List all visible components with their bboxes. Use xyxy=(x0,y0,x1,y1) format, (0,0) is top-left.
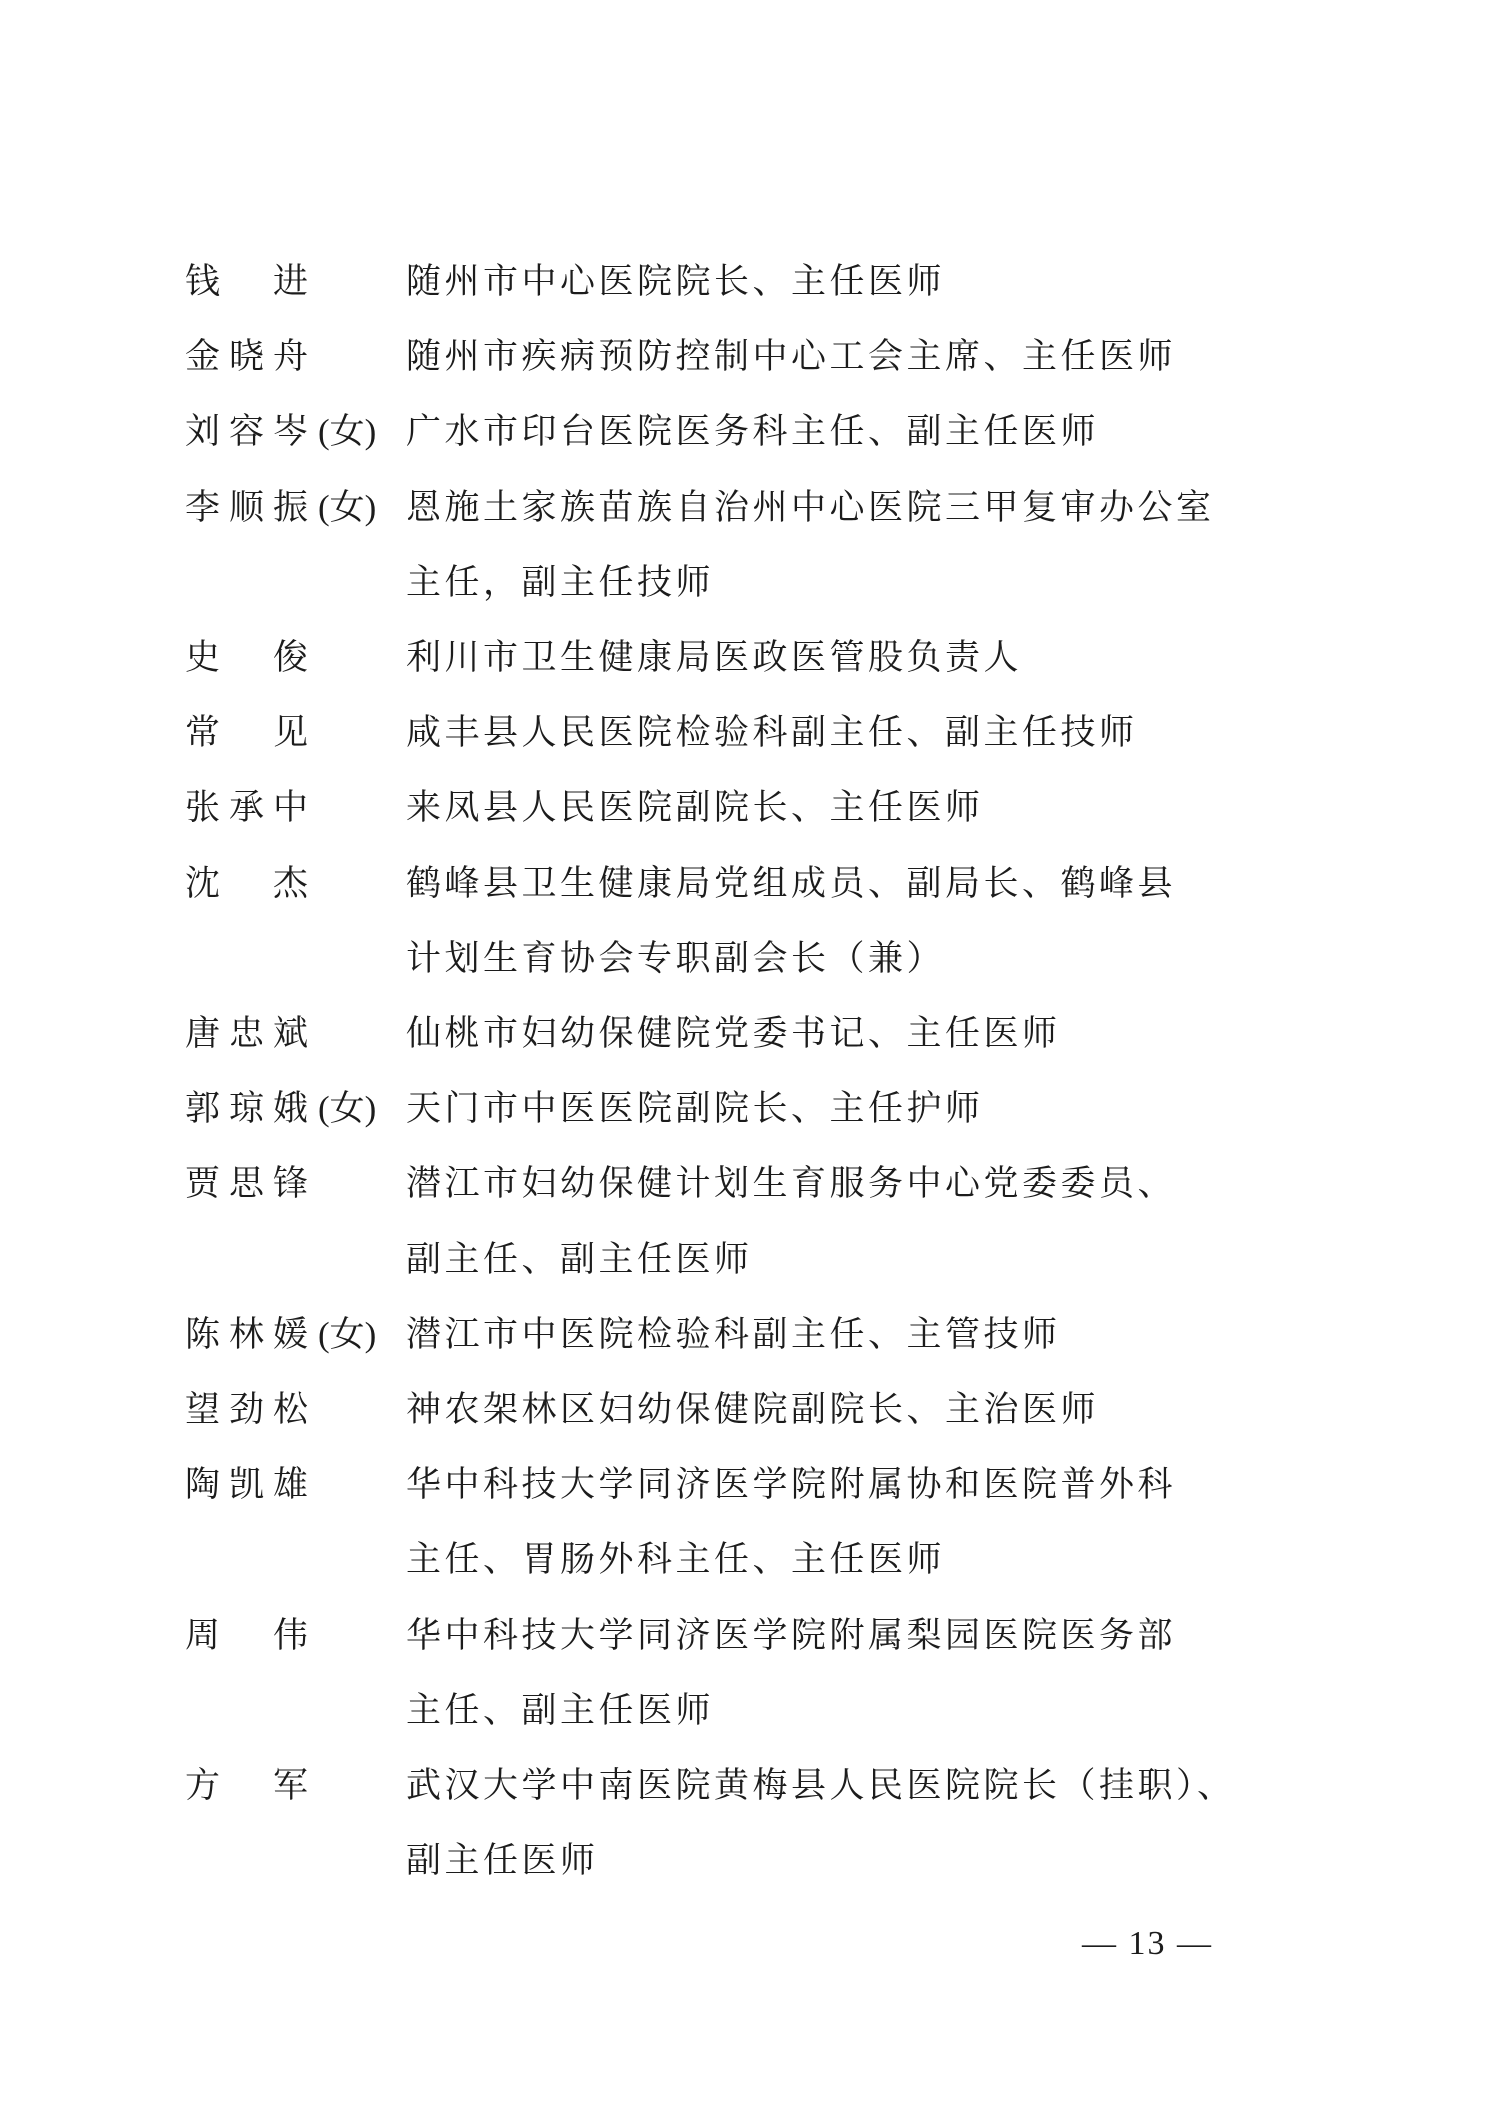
position-description xyxy=(406,1071,984,1146)
position-line: 副主任、副主任医师 xyxy=(406,1239,753,1279)
person-name: 陶凯雄 xyxy=(185,1465,308,1505)
position-line: 潜江市妇幼保健计划生育服务中心党委委员、 xyxy=(406,1164,1177,1204)
name-column xyxy=(185,695,406,770)
gender-note: (女) xyxy=(318,412,377,452)
name-column xyxy=(185,1447,406,1522)
entry-row xyxy=(185,1372,1385,1447)
name-column xyxy=(185,394,406,469)
person-name: 李顺振 xyxy=(185,487,308,527)
position-line: 主任、副主任医师 xyxy=(406,1690,715,1730)
position-line: 来凤县人民医院副院长、主任医师 xyxy=(406,788,984,828)
name-column xyxy=(185,620,406,695)
gender-note: (女) xyxy=(318,1314,377,1354)
position-line: 广水市印台医院医务科主任、副主任医师 xyxy=(406,412,1100,452)
person-name: 张承中 xyxy=(185,788,308,828)
name-column xyxy=(185,244,406,319)
entry-row xyxy=(185,846,1385,996)
position-line: 鹤峰县卫生健康局党组成员、副局长、鹤峰县 xyxy=(406,863,1177,903)
person-name: 望劲松 xyxy=(185,1390,308,1430)
name-column xyxy=(185,470,406,545)
position-line: 随州市疾病预防控制中心工会主席、主任医师 xyxy=(406,337,1177,377)
name-column xyxy=(185,1598,406,1673)
person-name: 金晓舟 xyxy=(185,337,308,377)
position-line: 主任、胃肠外科主任、主任医师 xyxy=(406,1540,946,1580)
name-column xyxy=(185,846,406,921)
entry-row xyxy=(185,770,1385,845)
position-description xyxy=(406,1748,1236,1898)
position-description xyxy=(406,1447,1176,1597)
position-description xyxy=(406,996,1061,1071)
position-line: 武汉大学中南医院黄梅县人民医院院长（挂职）、 xyxy=(406,1766,1236,1806)
entry-row xyxy=(185,1598,1385,1748)
person-name: 唐忠斌 xyxy=(185,1014,308,1054)
name-column xyxy=(185,770,406,845)
position-description xyxy=(406,1598,1176,1748)
position-line: 计划生育协会专职副会长（兼） xyxy=(406,938,946,978)
position-line: 潜江市中医院检验科副主任、主管技师 xyxy=(406,1314,1061,1354)
entry-row xyxy=(185,996,1385,1071)
position-description xyxy=(406,470,1215,620)
entry-row xyxy=(185,1146,1385,1296)
position-line: 华中科技大学同济医学院附属协和医院普外科 xyxy=(406,1465,1177,1505)
position-description xyxy=(406,1146,1176,1296)
position-line: 随州市中心医院院长、主任医师 xyxy=(406,262,946,301)
gender-note: (女) xyxy=(318,1089,377,1129)
personnel-list xyxy=(185,244,1385,1898)
person-name: 史 俊 xyxy=(185,638,308,678)
entry-row xyxy=(185,1071,1385,1146)
name-column xyxy=(185,1748,406,1823)
entry-row xyxy=(185,244,1385,319)
page-number: — 13 — xyxy=(1082,1925,1213,1962)
position-description xyxy=(406,1372,1099,1447)
position-description xyxy=(406,319,1176,394)
position-description xyxy=(406,846,1176,996)
position-line: 咸丰县人民医院检验科副主任、副主任技师 xyxy=(406,713,1138,753)
name-column xyxy=(185,319,406,394)
person-name: 贾思锋 xyxy=(185,1164,308,1204)
position-line: 利川市卫生健康局医政医管股负责人 xyxy=(406,638,1023,678)
person-name: 周 伟 xyxy=(185,1615,308,1655)
position-line: 神农架林区妇幼保健院副院长、主治医师 xyxy=(406,1390,1100,1430)
position-line: 仙桃市妇幼保健院党委书记、主任医师 xyxy=(406,1014,1061,1054)
position-line: 天门市中医医院副院长、主任护师 xyxy=(406,1089,984,1129)
position-description xyxy=(406,620,1022,695)
position-line: 华中科技大学同济医学院附属梨园医院医务部 xyxy=(406,1615,1177,1655)
entry-row xyxy=(185,1447,1385,1597)
name-column xyxy=(185,1372,406,1447)
gender-note: (女) xyxy=(318,487,377,527)
person-name: 钱 进 xyxy=(185,262,308,301)
person-name: 陈林媛 xyxy=(185,1314,308,1354)
position-description xyxy=(406,244,945,319)
position-line: 主任，副主任技师 xyxy=(406,562,715,602)
entry-row xyxy=(185,1297,1385,1372)
name-column xyxy=(185,996,406,1071)
entry-row xyxy=(185,695,1385,770)
person-name: 沈 杰 xyxy=(185,863,308,903)
entry-row xyxy=(185,319,1385,394)
position-description xyxy=(406,695,1138,770)
name-column xyxy=(185,1071,406,1146)
name-column xyxy=(185,1297,406,1372)
entry-row xyxy=(185,620,1385,695)
entry-row xyxy=(185,470,1385,620)
person-name: 方 军 xyxy=(185,1766,308,1806)
entry-row xyxy=(185,394,1385,469)
person-name: 郭琼娥 xyxy=(185,1089,308,1129)
position-description xyxy=(406,394,1099,469)
position-description xyxy=(406,1297,1061,1372)
person-name: 刘容岑 xyxy=(185,412,308,452)
position-description xyxy=(406,770,984,845)
entry-row xyxy=(185,1748,1385,1898)
position-line: 恩施土家族苗族自治州中心医院三甲复审办公室 xyxy=(406,487,1215,527)
name-column xyxy=(185,1146,406,1221)
position-line: 副主任医师 xyxy=(406,1841,599,1881)
person-name: 常 见 xyxy=(185,713,308,753)
